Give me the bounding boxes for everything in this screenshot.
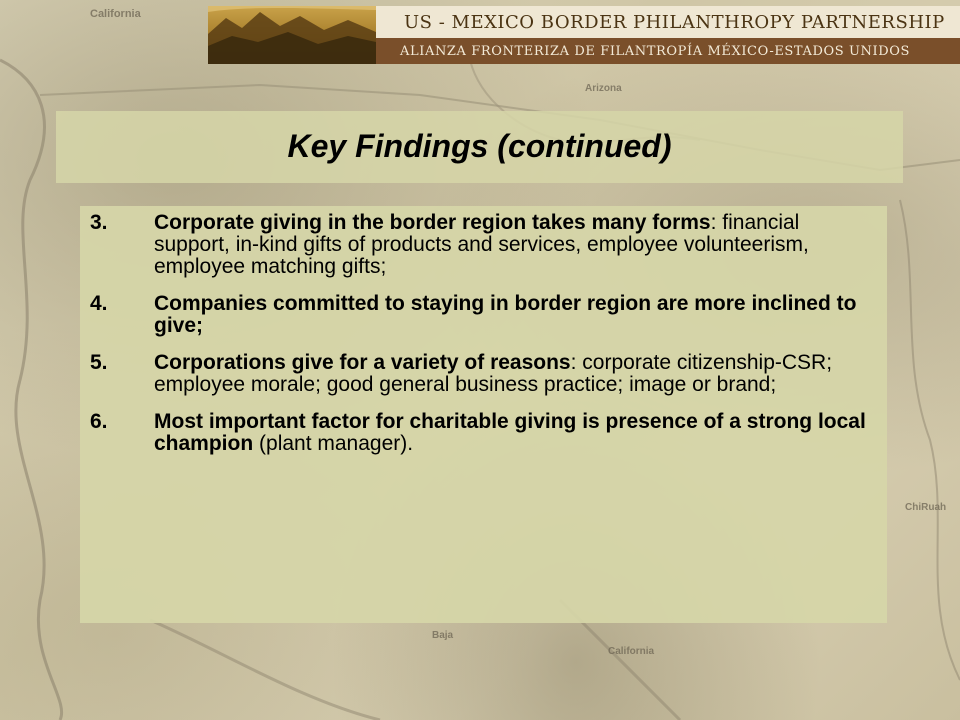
map-label-baja: Baja xyxy=(432,630,454,641)
finding-bold-text: Companies committed to staying in border region are more inclined to give; xyxy=(154,292,857,337)
finding-number: 4. xyxy=(90,292,108,315)
finding-detail-text: : corporate citizenship-CSR; employee morale; good general business practice; image or brand; xyxy=(154,351,833,396)
map-peninsula xyxy=(150,620,380,720)
finding-item-5 xyxy=(90,352,877,396)
finding-item-4 xyxy=(90,293,877,337)
finding-detail-text: : financial support, in-kind gifts of products and services, employee volunteerism, employee matching gifts; xyxy=(154,211,809,278)
map-east-coast xyxy=(900,200,960,680)
finding-bold-text: Corporations give for a variety of reasons xyxy=(154,351,571,374)
finding-number: 5. xyxy=(90,351,108,374)
finding-detail-text: (plant manager). xyxy=(253,432,414,455)
finding-text xyxy=(154,411,877,455)
map-label-chihuahua: ChiRuah xyxy=(905,502,947,513)
finding-number: 3. xyxy=(90,211,108,234)
finding-number: 6. xyxy=(90,410,108,433)
finding-text xyxy=(154,352,877,396)
slide-title: Key Findings (continued) xyxy=(287,127,672,164)
finding-item-3 xyxy=(90,212,877,278)
banner-title-english xyxy=(376,6,960,38)
findings-list xyxy=(80,206,887,623)
finding-item-6 xyxy=(90,411,877,455)
slide-title-box xyxy=(56,111,903,183)
mountain-landscape-icon xyxy=(208,6,376,64)
finding-text xyxy=(154,293,877,337)
map-coastline xyxy=(0,60,62,720)
finding-bold-text: Corporate giving in the border region takes many forms xyxy=(154,211,711,234)
map-label-arizona: Arizona xyxy=(585,83,622,94)
map-label-california: California xyxy=(90,8,141,20)
banner-title-spanish xyxy=(376,38,960,64)
banner-title-spanish-text: ALIANZA FRONTERIZA DE FILANTROPÍA MÉXICO-ESTADOS UNIDOS xyxy=(400,43,911,59)
finding-text xyxy=(154,212,877,278)
map-label-baja-california: California xyxy=(608,646,655,657)
finding-bold-text: Most important factor for charitable giving is presence of a strong local champion xyxy=(154,410,866,455)
banner-title-english-text: US - MEXICO BORDER PHILANTHROPY PARTNERSHIP xyxy=(404,11,945,33)
logo-mountains xyxy=(208,6,376,64)
